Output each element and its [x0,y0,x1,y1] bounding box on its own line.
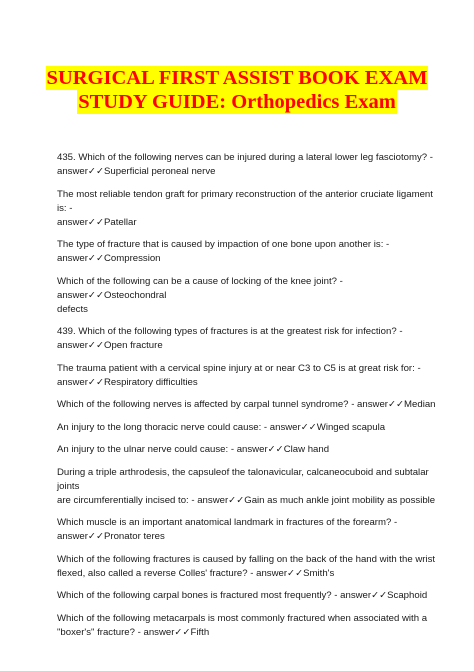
question-text: The type of fracture that is caused by impaction of one bone upon another is: - [57,239,390,250]
question-text: The most reliable tendon graft for primary reconstruction of the anterior cruciate ligament is: - [57,188,433,214]
qa-item [57,612,437,640]
qa-item [57,151,437,179]
answer-text: answer✓✓Pronator teres [57,531,165,542]
answer-text: answer✓✓Patellar [57,216,137,228]
qa-item [57,421,437,435]
qa-item [57,275,437,317]
qa-item [57,516,437,544]
question-text: An injury to the long thoracic nerve could cause: - answer✓✓Winged scapula [57,421,386,433]
answer-text: "boxer's" fracture? - answer✓✓Fifth [57,626,210,638]
answer-text: answer✓✓Respiratory difficulties [57,376,198,388]
question-text: 439. Which of the following types of fractures is at the greatest risk for infection? - [57,326,403,337]
question-text: During a triple arthrodesis, the capsuleof the talonavicular, calcaneocuboid and subtalar joints [57,466,429,492]
question-text: An injury to the ulnar nerve could cause: - answer✓✓Claw hand [57,444,330,455]
answer-text: are circumferentially incised to: - answer✓✓Gain as much ankle joint mobility as possible [57,494,436,506]
qa-item [57,398,437,412]
answer-text: answer✓✓Open fracture [57,340,163,351]
qa-item [57,589,437,603]
answer-text: answer✓✓Compression [57,253,161,264]
question-text: Which of the following can be a cause of locking of the knee joint? - answer✓✓Osteochondral [57,275,343,301]
question-text: The trauma patient with a cervical spine injury at or near C3 to C5 is at great risk for: - [57,362,421,374]
qa-item [57,466,437,508]
qa-item [57,443,437,457]
question-text: Which of the following nerves is affected by carpal tunnel syndrome? - answer✓✓Median [57,399,436,410]
answer-text: defects [57,303,88,315]
qa-item [57,325,437,353]
answer-text: answer✓✓Superficial peroneal nerve [57,166,216,177]
question-text: Which of the following metacarpals is most commonly fractured when associated with a [57,612,428,624]
qa-item [57,238,437,266]
qa-list [57,151,437,648]
qa-item [57,362,437,390]
qa-item [57,188,437,230]
question-text: Which of the following fractures is caused by falling on the back of the hand with the wrist [57,553,436,565]
document-title [0,66,474,114]
title-line-2: STUDY GUIDE: Orthopedics Exam [78,91,396,113]
title-line-1: SURGICAL FIRST ASSIST BOOK EXAM [46,67,428,89]
question-text: Which of the following carpal bones is fractured most frequently? - answer✓✓Scaphoid [57,590,428,601]
answer-text: flexed, also called a reverse Colles' fracture? - answer✓✓Smith's [57,567,335,579]
question-text: Which muscle is an important anatomical landmark in fractures of the forearm? - [57,517,398,528]
question-text: 435. Which of the following nerves can be injured during a lateral lower leg fasciotomy? - [57,152,433,163]
qa-item [57,553,437,581]
